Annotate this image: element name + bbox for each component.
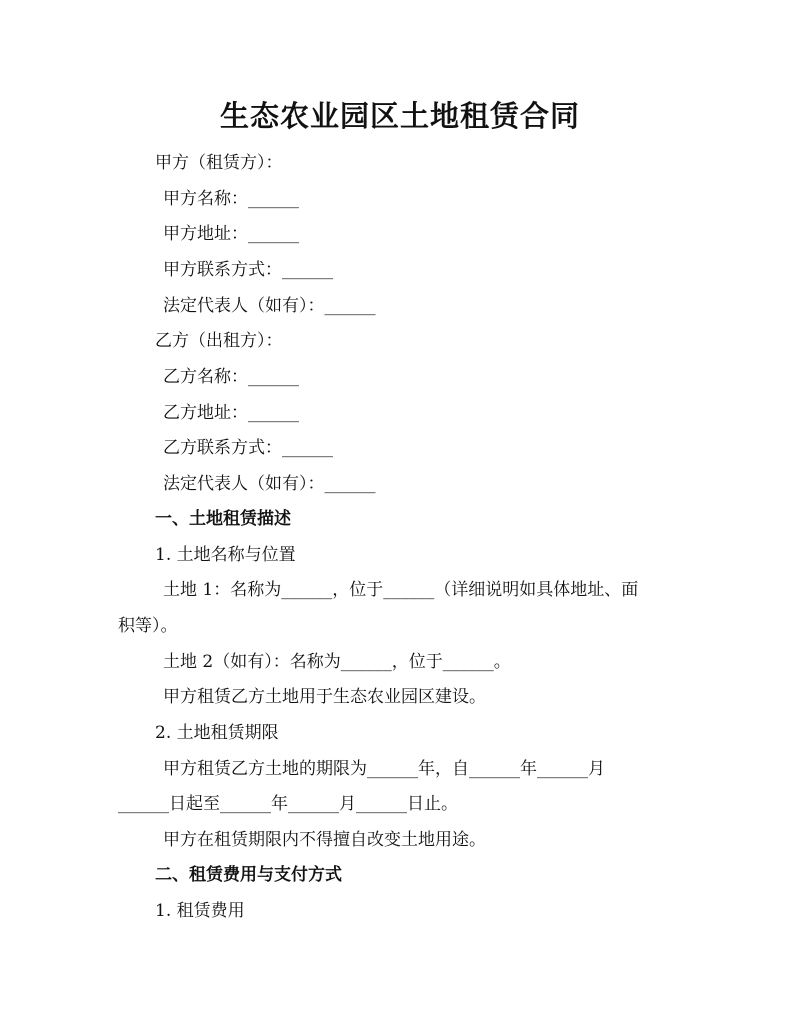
term-line-1: 甲方租赁乙方土地的期限为______年，自______年______月 <box>163 759 605 779</box>
party-a-representative: 法定代表人（如有）：______ <box>163 296 376 316</box>
party-a-address: 甲方地址：______ <box>163 224 299 244</box>
party-b-address: 乙方地址：______ <box>163 403 299 423</box>
land-2-line: 土地 2（如有）：名称为______，位于______。 <box>163 652 511 672</box>
party-a-header: 甲方（租赁方）： <box>155 153 283 173</box>
party-b-header: 乙方（出租方）： <box>155 331 283 351</box>
section-1-item-1: 1. 土地名称与位置 <box>155 545 296 565</box>
term-line-2: ______日起至______年______月______日止。 <box>118 794 458 814</box>
land-1-line-1: 土地 1：名称为______，位于______（详细说明如具体地址、面 <box>163 580 639 600</box>
party-b-name: 乙方名称：______ <box>163 367 299 387</box>
party-a-name: 甲方名称：______ <box>163 189 299 209</box>
no-change-line: 甲方在租赁期限内不得擅自改变土地用途。 <box>163 830 486 850</box>
section-1-heading: 一、土地租赁描述 <box>155 509 291 529</box>
party-a-contact: 甲方联系方式：______ <box>163 260 333 280</box>
section-2-item-1: 1. 租赁费用 <box>155 901 245 921</box>
party-b-representative: 法定代表人（如有）：______ <box>163 474 376 494</box>
section-1-item-2: 2. 土地租赁期限 <box>155 723 279 743</box>
section-2-heading: 二、租赁费用与支付方式 <box>155 865 342 885</box>
document-title: 生态农业园区土地租赁合同 <box>219 99 580 133</box>
party-b-contact: 乙方联系方式：______ <box>163 438 333 458</box>
land-1-line-2: 积等）。 <box>118 616 178 636</box>
land-usage-line: 甲方租赁乙方土地用于生态农业园区建设。 <box>163 687 486 707</box>
